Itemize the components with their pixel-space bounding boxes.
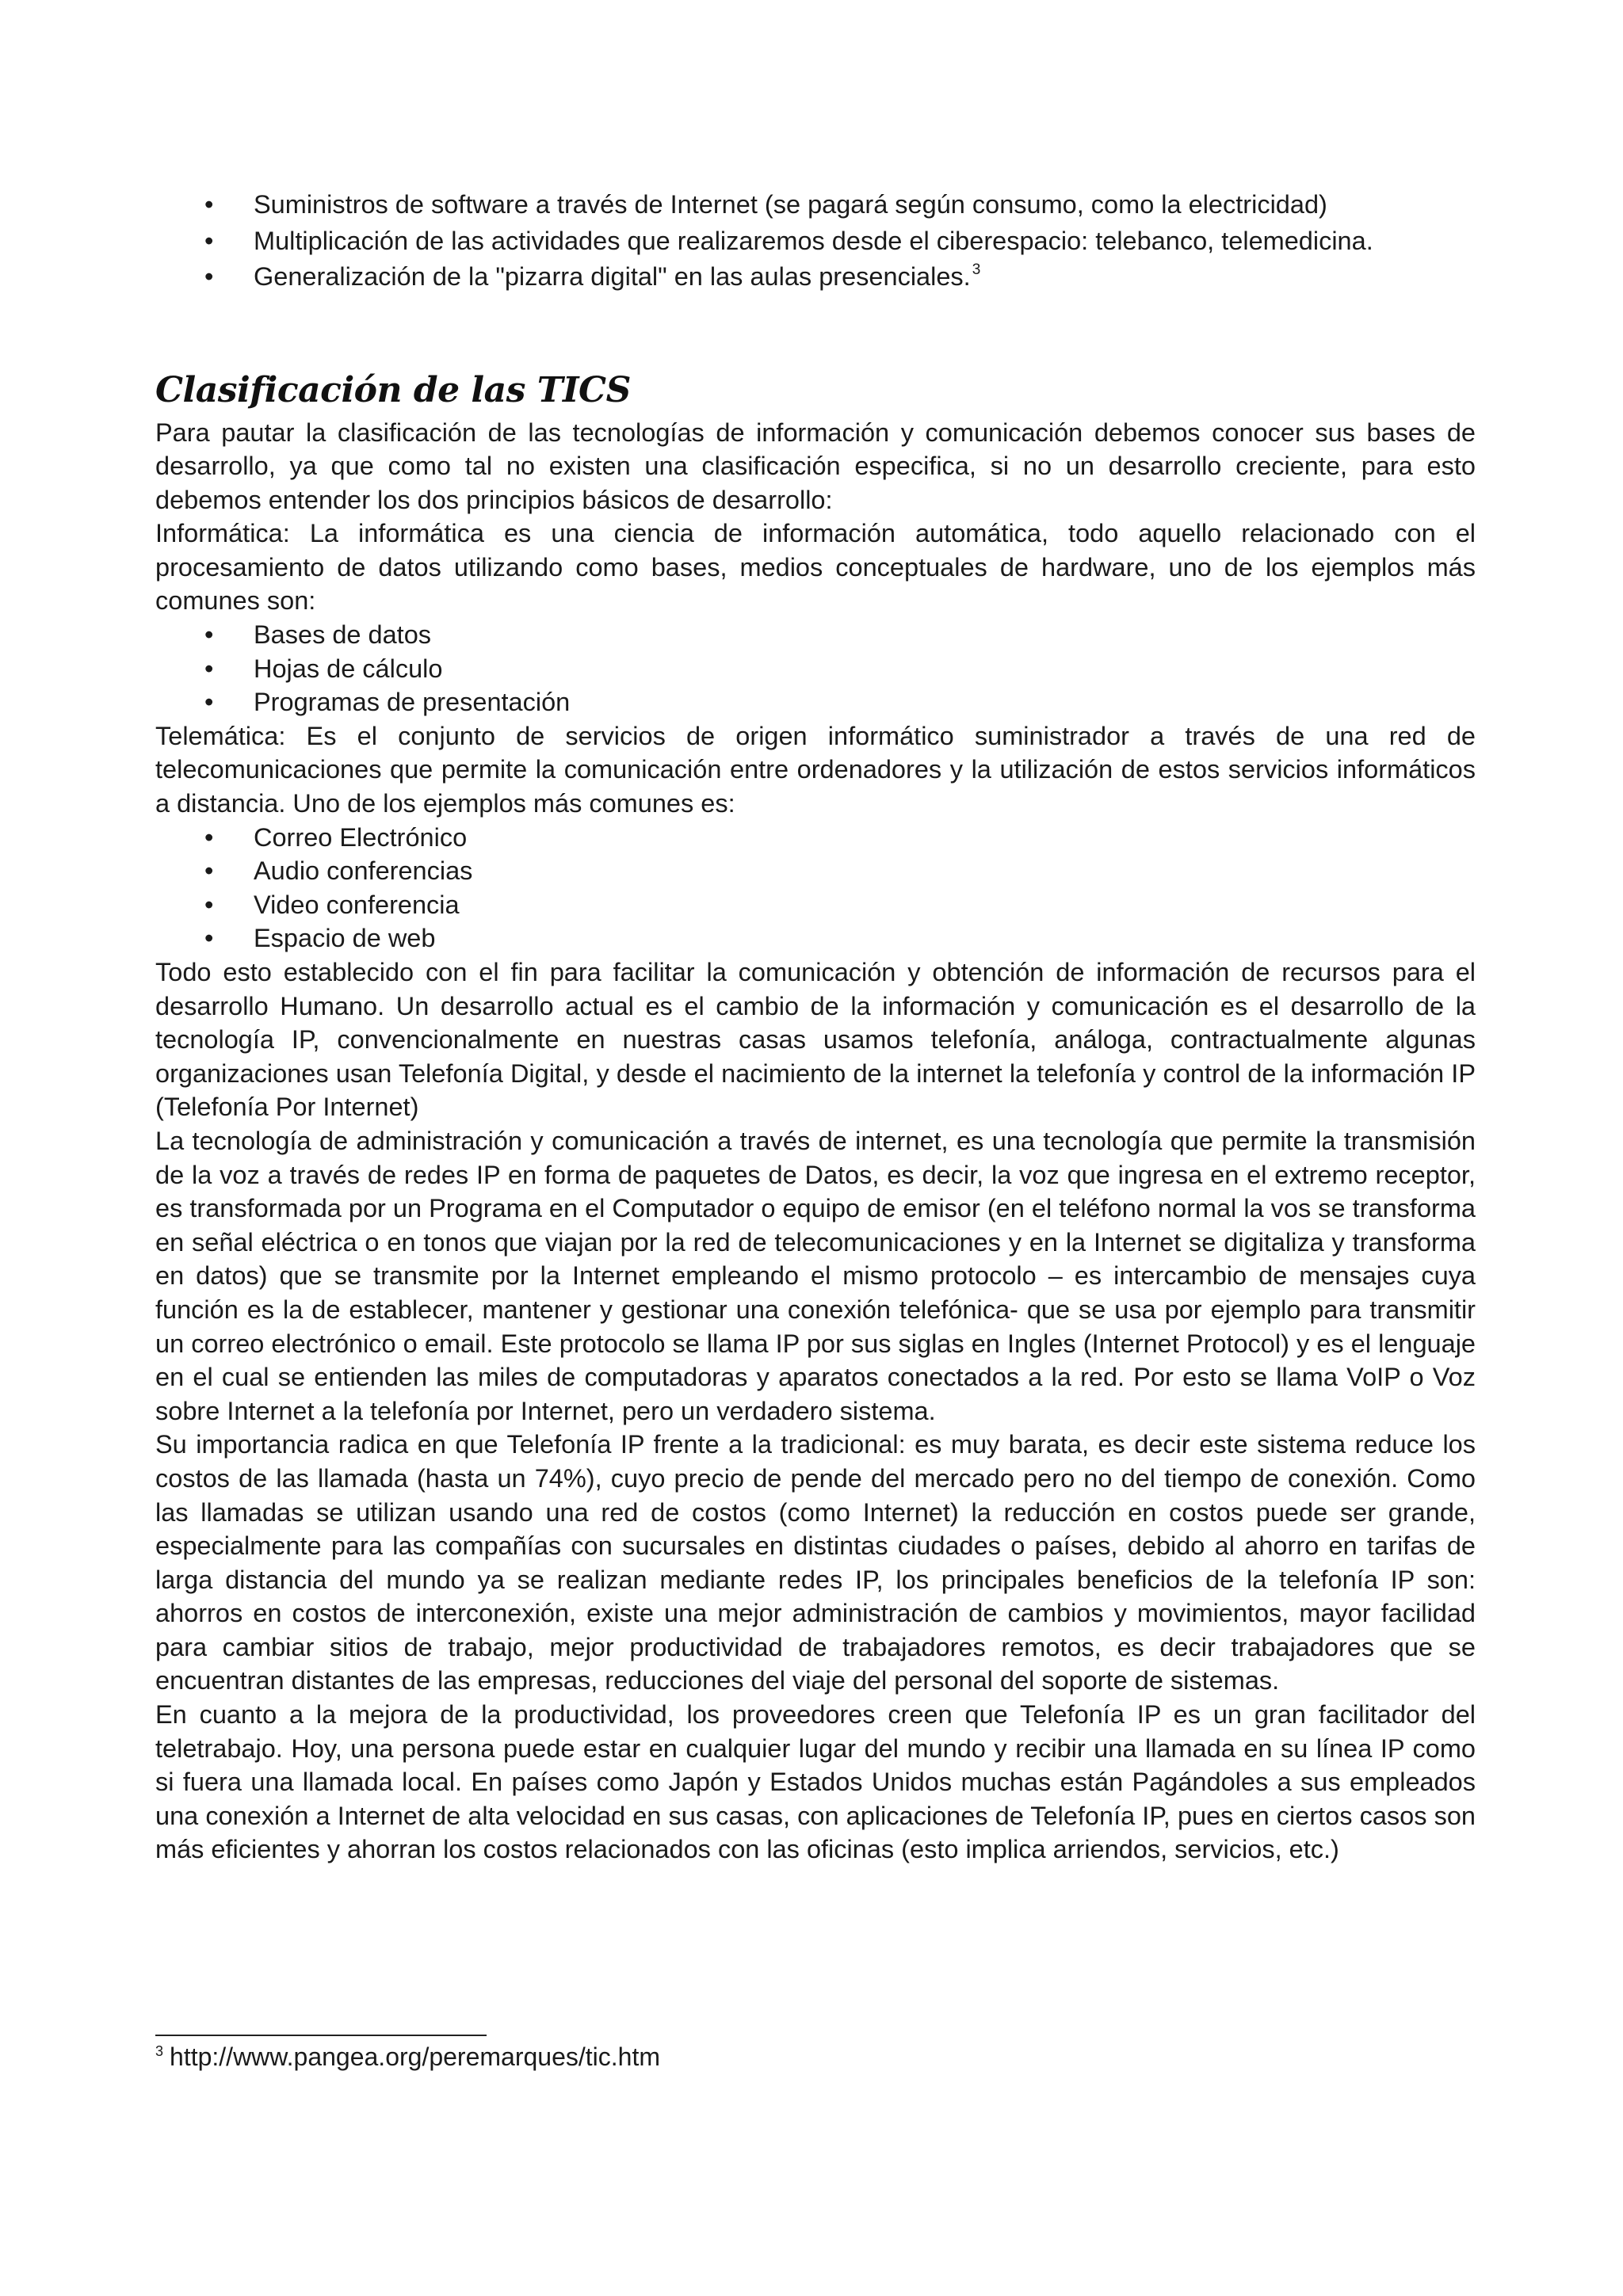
list-item-text: Correo Electrónico xyxy=(254,822,468,852)
bullet-icon: • xyxy=(204,856,214,886)
list-item xyxy=(155,259,1476,296)
list-item-text: Suministros de software a través de Internet (se pagará según consumo, como la electricidad) xyxy=(254,190,1327,219)
footnote-number: 3 xyxy=(155,2043,164,2059)
desarrollo-paragraph: Todo esto establecido con el fin para facilitar la comunicación y obtención de información de recursos para el desarrollo Humano. Un desarrollo actual es el cambio de la información y comunicación es el desarrollo de la tecnología IP, convencionalmente en nuestras casas usamos telefonía, análoga, contractualmente algunas organizaciones usan Telefonía Digital, y desde el nacimiento de la internet la telefonía y control de la información IP (Telefonía Por Internet) xyxy=(155,958,1476,1122)
list-item xyxy=(155,888,1476,922)
tecnologia-paragraph: La tecnología de administración y comunicación a través de internet, es una tecnología que permite la transmisión de la voz a través de redes IP en forma de paquetes de Datos, es decir, la voz que ingresa en el extremo receptor, es transformada por un Programa en el Computador o equipo de emisor (en el teléfono normal la vos se transforma en señal eléctrica o en tonos que viajan por la red de telecomunicaciones y en la Internet se digitaliza y transforma en datos) que se transmite por la Internet empleando el mismo protocolo – es intercambio de mensajes cuya función es la de establecer, mantener y gestionar una conexión telefónica- que se usa por ejemplo para transmitir un correo electrónico o email. Este protocolo se llama IP por sus siglas en Ingles (Internet Protocol) y es el lenguaje en el cual se entienden las miles de computadoras y aparatos conectados a la red. Por esto se llama VoIP o Voz sobre Internet a la telefonía por Internet, pero un verdadero sistema. xyxy=(155,1126,1476,1425)
bullet-icon: • xyxy=(204,924,214,953)
list-item-text: Video conferencia xyxy=(254,890,460,919)
footnote-link[interactable]: http://www.pangea.org/peremarques/tic.htm xyxy=(170,2042,660,2071)
list-item xyxy=(155,854,1476,888)
bullet-icon: • xyxy=(204,822,214,852)
list-item xyxy=(155,187,1476,223)
bullet-icon: • xyxy=(204,190,214,219)
intro-paragraph: Para pautar la clasificación de las tecnologías de información y comunicación debemos conocer sus bases de desarrollo, ya que como tal no existen una clasificación especifica, si no un desarrollo creciente, para esto debemos entender los dos principios básicos de desarrollo: xyxy=(155,418,1476,514)
document-page xyxy=(155,187,1476,1867)
list-item xyxy=(155,685,1476,719)
bullet-icon: • xyxy=(204,226,214,255)
list-item xyxy=(155,223,1476,260)
informatica-list xyxy=(155,618,1476,719)
list-item-text: Generalización de la "pizarra digital" en las aulas presenciales. xyxy=(254,262,971,291)
list-item-text: Programas de presentación xyxy=(254,688,571,717)
footnote-area xyxy=(155,2035,1476,2073)
list-item-text: Hojas de cálculo xyxy=(254,654,443,683)
list-item xyxy=(155,618,1476,652)
list-item xyxy=(155,652,1476,686)
intro-bullet-list xyxy=(155,187,1476,296)
list-item-text: Audio conferencias xyxy=(254,856,473,886)
footnote-reference: 3 xyxy=(972,261,981,278)
telematica-paragraph: Telemática: Es el conjunto de servicios de origen informático suministrador a través de una red de telecomunicaciones que permite la comunicación entre ordenadores y la utilización de estos servicios informáticos a distancia. Uno de los ejemplos más comunes es: xyxy=(155,721,1476,818)
importancia-paragraph: Su importancia radica en que Telefonía IP frente a la tradicional: es muy barata, es decir este sistema reduce los costos de las llamada (hasta un 74%), cuyo precio de pende del mercado pero no del tiempo de conexión. Como las llamadas se utilizan usando una red de costos (como Internet) la reducción en costos puede ser grande, especialmente para las compañías con sucursales en distintas ciudades o países, debido al ahorro en tarifas de larga distancia del mundo ya se realizan mediante redes IP, los principales beneficios de la telefonía IP son: ahorros en costos de interconexión, existe una mejor administración de cambios y movimientos, mayor facilidad para cambiar sitios de trabajo, mejor productividad de trabajadores remotos, es decir trabajadores que se encuentran distantes de las empresas, reducciones del viaje del personal del soporte de sistemas. xyxy=(155,1430,1476,1695)
section-title: Clasificación de las TICS xyxy=(155,369,631,410)
list-item xyxy=(155,921,1476,955)
telematica-list xyxy=(155,821,1476,955)
bullet-icon: • xyxy=(204,890,214,919)
list-item-text: Bases de datos xyxy=(254,620,432,650)
bullet-icon: • xyxy=(204,262,214,291)
footnote-separator xyxy=(155,2035,487,2036)
footnote xyxy=(155,2041,1476,2073)
bullet-icon: • xyxy=(204,654,214,683)
bullet-icon: • xyxy=(204,688,214,717)
informatica-paragraph: Informática: La informática es una ciencia de información automática, todo aquello relacionado con el procesamiento de datos utilizando como bases, medios conceptuales de hardware, uno de los ejemplos más comunes son: xyxy=(155,519,1476,616)
bullet-icon: • xyxy=(204,620,214,650)
productividad-paragraph: En cuanto a la mejora de la productividad, los proveedores creen que Telefonía IP es un gran facilitador del teletrabajo. Hoy, una persona puede estar en cualquier lugar del mundo y recibir una llamada en su línea IP como si fuera una llamada local. En países como Japón y Estados Unidos muchas están Pagándoles a sus empleados una conexión a Internet de alta velocidad en sus casas, con aplicaciones de Telefonía IP, pues en ciertos casos son más eficientes y ahorran los costos relacionados con las oficinas (esto implica arriendos, servicios, etc.) xyxy=(155,1700,1476,1864)
list-item xyxy=(155,821,1476,855)
list-item-text: Espacio de web xyxy=(254,924,436,953)
list-item-text: Multiplicación de las actividades que realizaremos desde el ciberespacio: telebanco, telemedicina. xyxy=(254,226,1373,255)
